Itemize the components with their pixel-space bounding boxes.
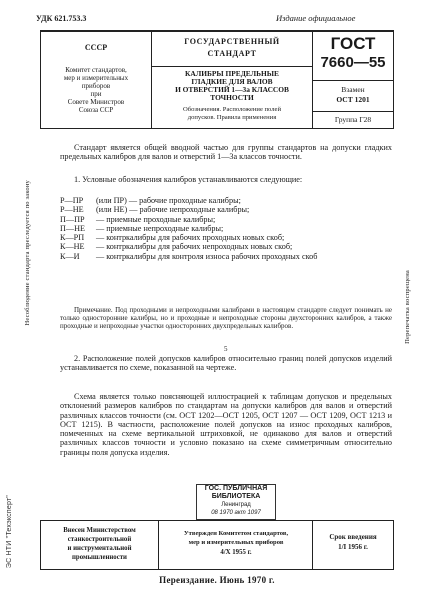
committee-line-3: приборов — [81, 82, 111, 90]
edition-label: Издание официальное — [276, 13, 356, 23]
designation-row — [60, 205, 392, 214]
designation-code: К—НЕ — [60, 242, 85, 252]
designation-text: — контркалибры для контроля износа рабочих проходных скоб — [96, 251, 318, 261]
designation-text: — приемные проходные калибры; — [96, 214, 216, 224]
designation-text: — контркалибры для рабочих проходных новых скоб; — [96, 233, 285, 243]
stamp-line-3: Ленинград — [221, 502, 251, 508]
section-3-paragraph: Схема является только поясняющей иллюстрацией к таблицам допусков и предельных отклонений размеров калибров по стандартам на допуски калибров для валов и отверстий различных классов точности (см. ОСТ 1202—ОСТ 1205, ОСТ 1207 — ОСТ 1209, ОСТ 1213 и ОСТ 1215). В частности, расположение полей допусков на износ проходных калибров, помеченных на схеме вертикальной штриховкой, не одинаково для валов и отверстий различных классов точности и условно показано на схеме симметричным относительно границы поля допуска изделия. — [60, 392, 392, 457]
replaced-ost: ОСТ 1201 — [336, 95, 370, 104]
approved-date: 4/X 1955 г. — [220, 549, 252, 556]
designation-code: Р—НЕ — [60, 205, 84, 215]
designation-row — [60, 233, 392, 242]
stamp-line-4: 08 1970 акт 1097 — [211, 510, 261, 516]
replaces-label: Взамен — [341, 85, 365, 94]
standard-name-1: КАЛИБРЫ ПРЕДЕЛЬНЫЕ — [185, 69, 279, 78]
designation-text: (или НЕ) — рабочие непроходные калибры; — [96, 205, 250, 215]
page-number: 5 — [224, 345, 228, 353]
designation-text: (или ПР) — рабочие проходные калибры; — [96, 196, 241, 205]
gost-number: 7660—55 — [320, 54, 386, 71]
standard-subject-1: Обозначения. Расположение полей — [182, 106, 282, 113]
designation-code: К—И — [60, 251, 80, 261]
state-standard-subtitle: СТАНДАРТ — [207, 49, 257, 58]
designation-code: П—ПР — [60, 214, 85, 224]
designation-row — [60, 252, 392, 261]
intro-paragraph: Стандарт является общей вводной частью для группы стандартов на допуски гладких предельных калибров для валов и отверстий 1—3а классов точности. — [60, 143, 392, 162]
designation-text: — контркалибры для рабочих непроходных новых скоб; — [96, 242, 293, 252]
committee-line-4: при — [90, 90, 102, 98]
designation-text: — приемные непроходные калибры; — [96, 223, 224, 233]
watermark: ЭС НТИ "Техэксперт" — [6, 495, 13, 569]
introduced-by-4: промышленности — [72, 554, 127, 561]
designation-row — [60, 242, 392, 251]
side-reprint-prohibited: Перепечатка воспрещена — [404, 270, 411, 344]
designation-code: Р—ПР — [60, 196, 84, 205]
standard-name-3: И ОТВЕРСТИЙ 1—3а КЛАССОВ — [175, 85, 289, 94]
section-1-heading: 1. Условные обозначения калибров устанавливаются следующие: — [74, 175, 303, 184]
designation-row — [60, 196, 392, 205]
designation-code: П—НЕ — [60, 223, 86, 233]
section-2-paragraph: 2. Расположение полей допусков калибров относительно границ полей допусков изделий устанавливается по схеме, показанной на чертеже. — [60, 354, 392, 373]
committee-line-5: Совете Министров — [67, 98, 125, 106]
introduced-by-2: станкостроительной — [67, 536, 132, 543]
committee-line-6: Союза ССР — [78, 106, 114, 114]
gost-label: ГОСТ — [330, 34, 376, 53]
effective-label: Срок введения — [329, 533, 377, 541]
approved-by-1: Утвержден Комитетом стандартов, — [183, 530, 289, 537]
designations-list — [60, 196, 392, 261]
reprint-note: Переиздание. Июнь 1970 г. — [159, 575, 275, 585]
committee-line-1: Комитет стандартов, — [65, 66, 127, 74]
approved-by-2: мер и измерительных приборов — [188, 539, 284, 546]
designation-row — [60, 215, 392, 224]
designation-row — [60, 224, 392, 233]
standard-name-4: ТОЧНОСТИ — [210, 93, 254, 102]
note-paragraph: Примечание. Под проходными и непроходными калибрами в настоящем стандарте следует понимать не только односторонние калибры, но и проходные и непроходные стороны двухсторонних калибров, а также проходные и непроходные участки односторонних двухпредельных калибров. — [60, 306, 392, 330]
state-standard-title: ГОСУДАРСТВЕННЫЙ — [184, 37, 280, 46]
stamp-line-2: БИБЛИОТЕКА — [211, 493, 261, 500]
library-stamp — [196, 484, 276, 520]
introduced-by-1: Внесен Министерством — [63, 527, 136, 534]
effective-date: 1/I 1956 г. — [338, 543, 368, 551]
committee-line-2: мер и измерительных — [63, 74, 129, 82]
group-code: Группа Г28 — [334, 115, 372, 124]
stamp-line-1: ГОС. ПУБЛИЧНАЯ — [204, 485, 268, 492]
side-legal-notice: Несоблюдение стандарта преследуется по закону — [24, 180, 31, 326]
introduced-by-3: и инструментальной — [67, 545, 132, 552]
ussr-label: СССР — [84, 43, 108, 52]
standard-name-2: ГЛАДКИЕ ДЛЯ ВАЛОВ — [191, 77, 273, 86]
designation-code: К—РП — [60, 233, 85, 243]
standard-subject-2: допусков. Правила применения — [187, 114, 277, 121]
udk-code: УДК 621.753.3 — [36, 14, 87, 23]
